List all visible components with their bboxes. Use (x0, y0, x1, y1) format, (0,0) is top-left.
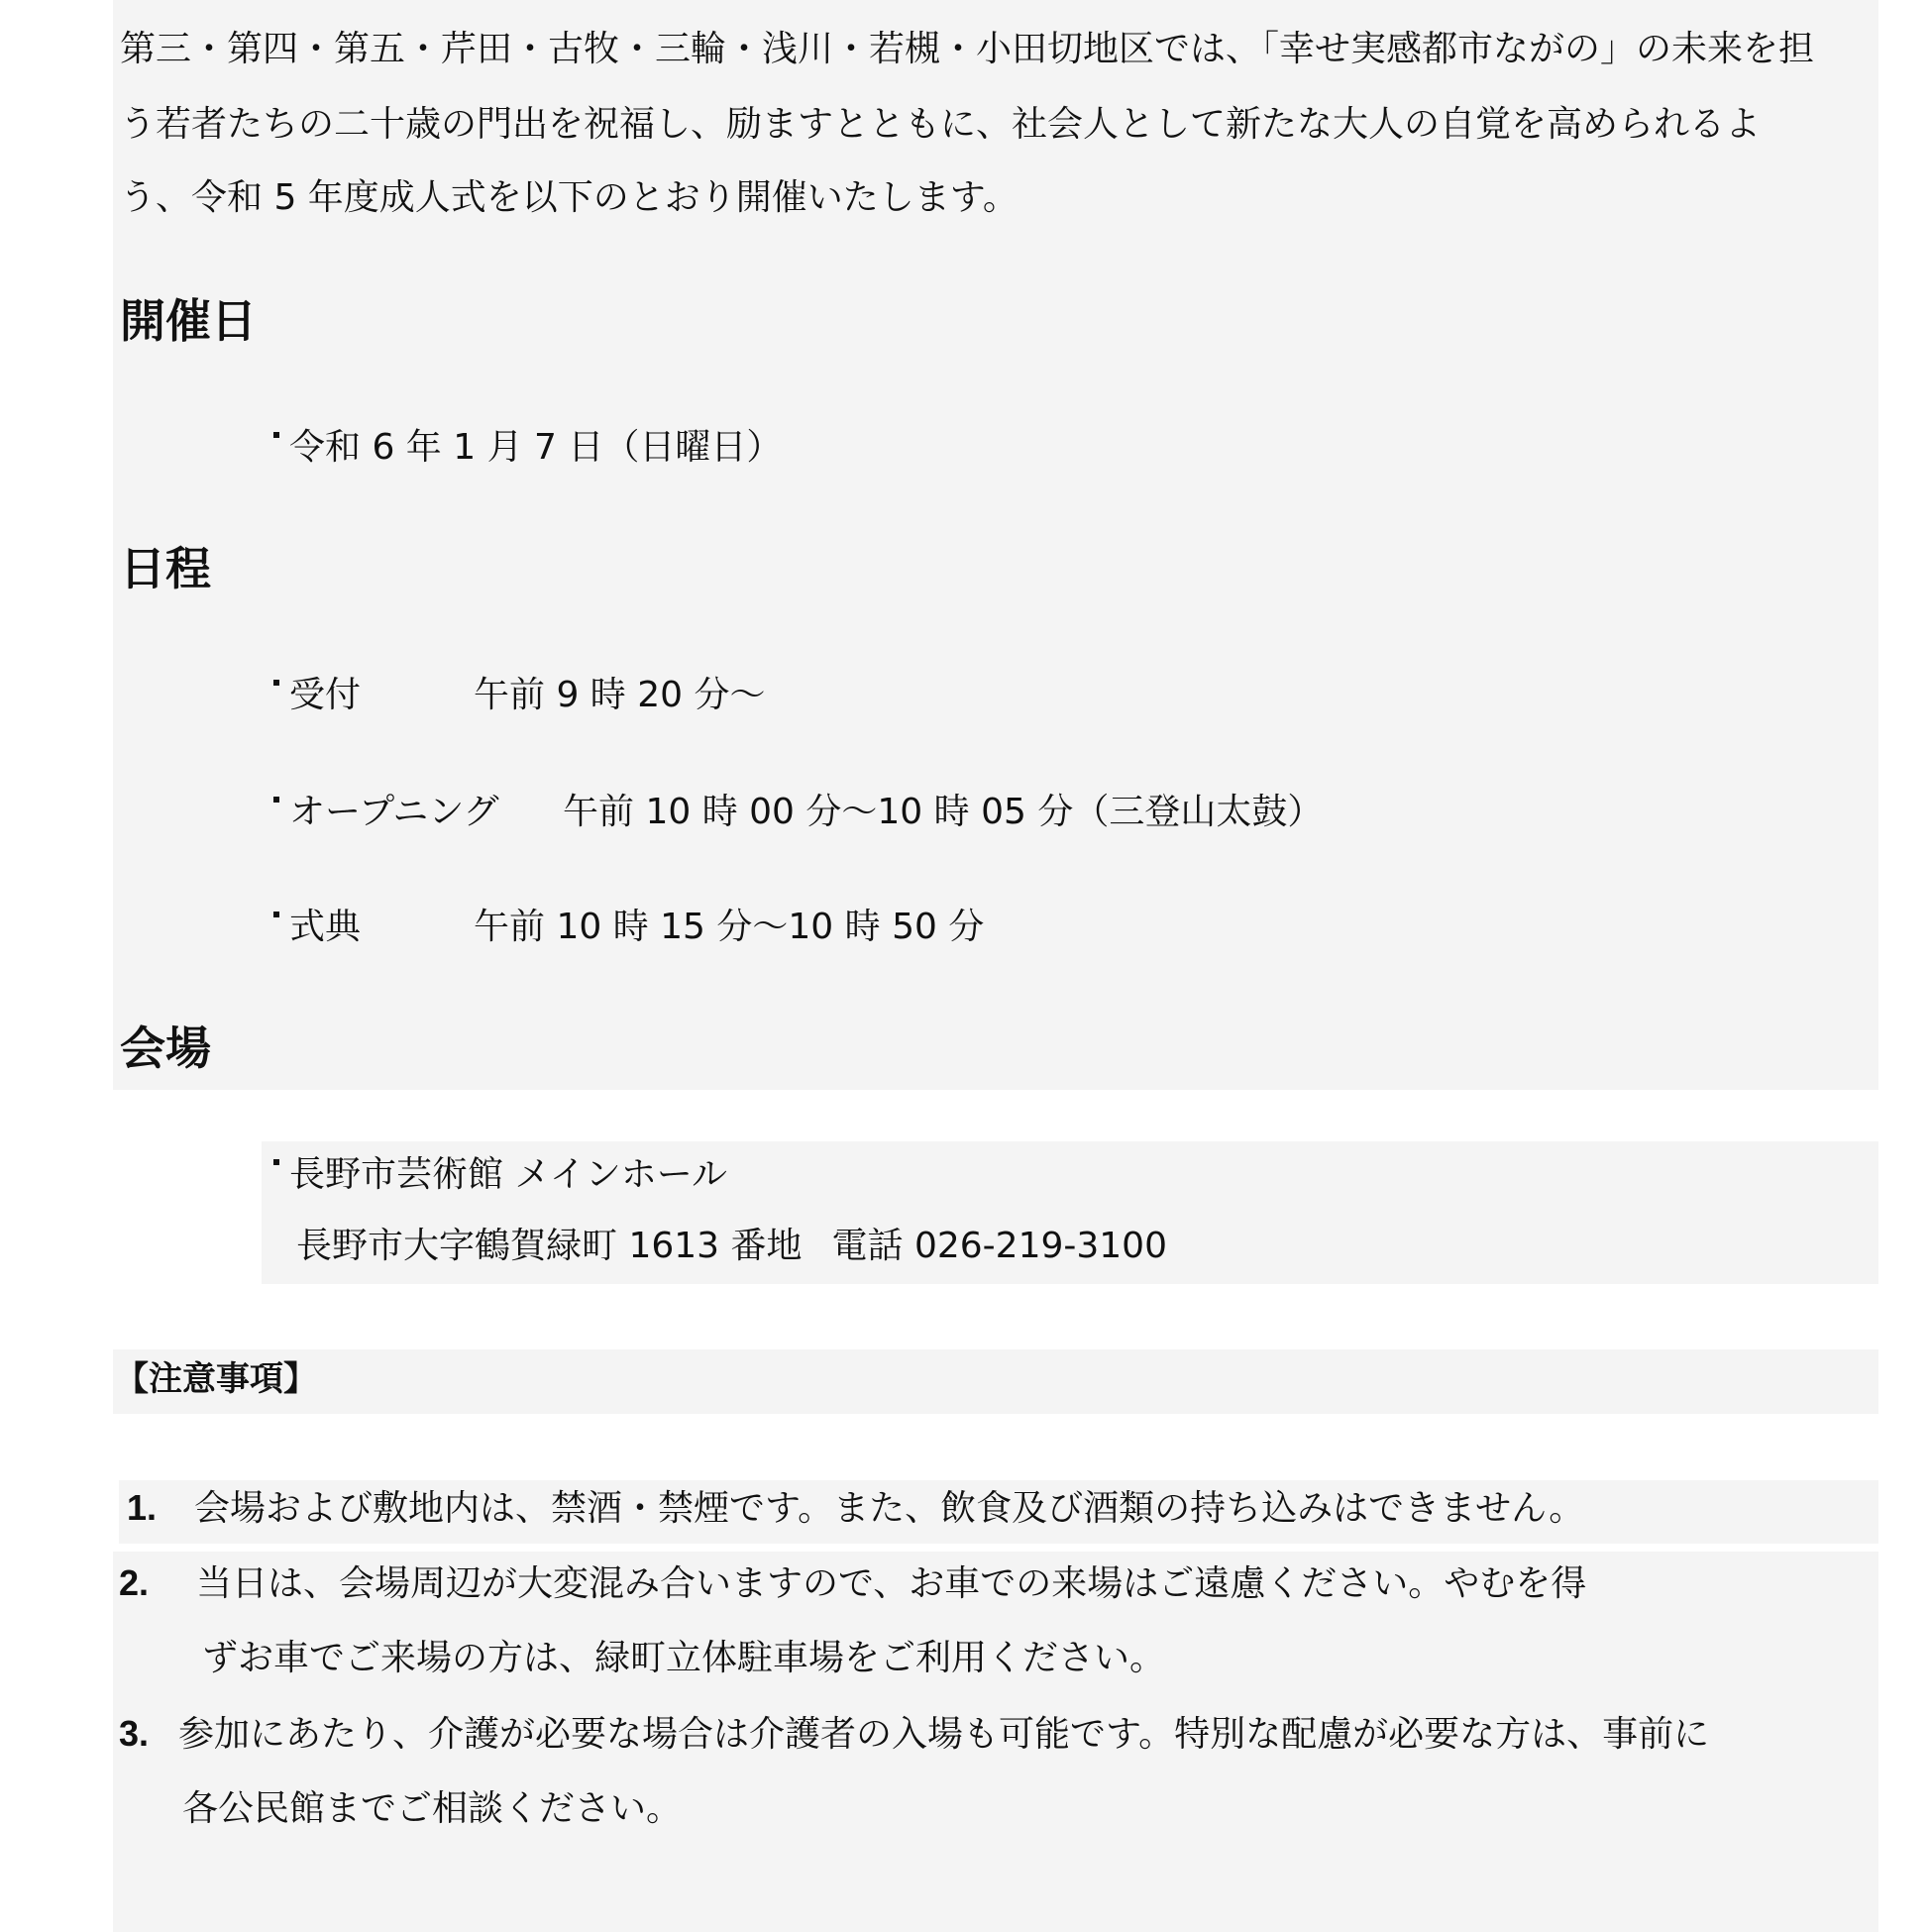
bullet-icon (273, 432, 279, 438)
bullet-icon (273, 912, 279, 917)
schedule-label: 受付 (289, 675, 362, 715)
note-number: 1. (127, 1487, 158, 1528)
schedule-heading: 日程 (120, 542, 211, 595)
intro-line-3: う、令和 5 年度成人式を以下のとおり開催いたします。 (120, 177, 1019, 218)
event-date (273, 424, 782, 472)
bullet-icon (273, 680, 279, 686)
note-text: 当日は、会場周辺が大変混み合いますので、お車での来場はご遠慮ください。やむを得 (196, 1563, 1587, 1604)
note-text: 会場および敷地内は、禁酒・禁煙です。また、飲食及び酒類の持ち込みはできません。 (194, 1488, 1585, 1529)
schedule-label: オープニング (289, 792, 499, 832)
venue-name (273, 1151, 727, 1199)
note-item-2 (119, 1559, 1586, 1608)
venue-phone: 電話 026-219-3100 (831, 1226, 1167, 1266)
schedule-item-opening (273, 789, 1323, 836)
venue-address-line (296, 1223, 1167, 1270)
schedule-time: 午前 10 時 00 分～10 時 05 分（三登山太鼓） (563, 792, 1324, 832)
notes-heading: 【注意事項】 (115, 1359, 317, 1399)
note-number: 2. (119, 1562, 150, 1603)
schedule-time: 午前 9 時 20 分～ (474, 675, 766, 715)
schedule-item-reception (273, 672, 766, 719)
note-item-3 (119, 1710, 1709, 1759)
bullet-icon (273, 797, 279, 803)
note-number: 3. (119, 1713, 150, 1754)
schedule-label: 式典 (289, 907, 362, 947)
schedule-time: 午前 10 時 15 分～10 時 50 分 (474, 907, 985, 947)
venue-address: 長野市大字鶴賀緑町 1613 番地 (296, 1226, 803, 1266)
notes-heading-panel (113, 1349, 1878, 1414)
event-date-text: 令和 6 年 1 月 7 日（日曜日） (289, 427, 783, 468)
venue-name-text: 長野市芸術館 メインホール (289, 1154, 728, 1195)
bullet-icon (273, 1159, 279, 1165)
intro-line-2: う若者たちの二十歳の門出を祝福し、励ますとともに、社会人として新たな大人の自覚を高められるよ (120, 104, 1762, 145)
date-heading: 開催日 (120, 294, 257, 348)
intro-line-1: 第三・第四・第五・芹田・古牧・三輪・浅川・若槻・小田切地区では、「幸せ実感都市ながの」の未来を担 (120, 29, 1815, 69)
note-item-3-line-2: 各公民館までご相談ください。 (182, 1788, 683, 1829)
schedule-item-ceremony (273, 904, 984, 951)
venue-heading: 会場 (120, 1021, 211, 1075)
note-item-1 (127, 1484, 1584, 1533)
note-text: 参加にあたり、介護が必要な場合は介護者の入場も可能です。特別な配慮が必要な方は、事前に (178, 1714, 1710, 1755)
note-item-2-line-2: ずお車でご来場の方は、緑町立体駐車場をご利用ください。 (202, 1638, 1166, 1678)
